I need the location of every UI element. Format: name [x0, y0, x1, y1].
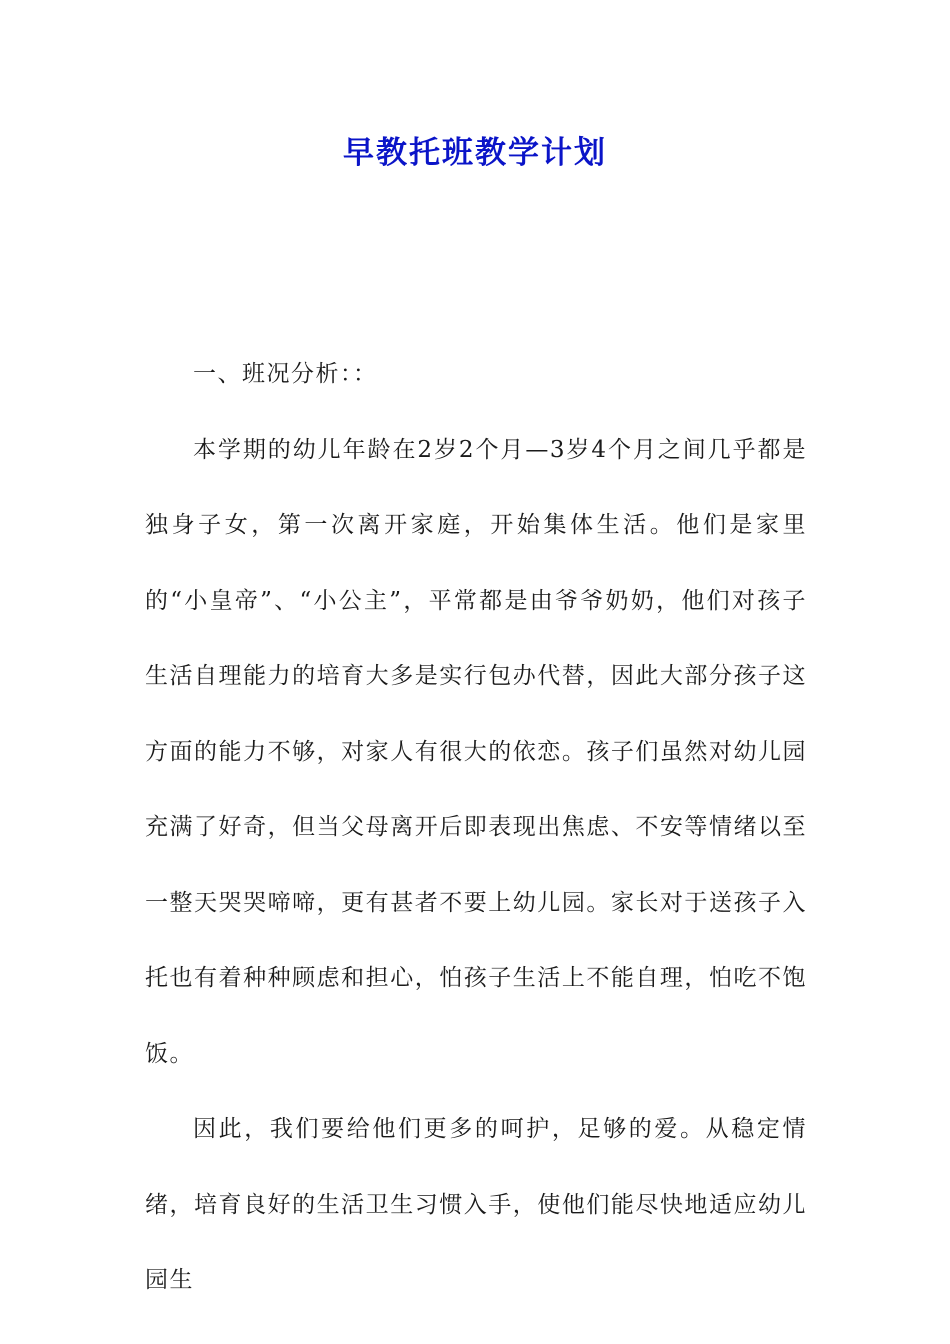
- paragraph-therefore: 因此，我们要给他们更多的呵护，足够的爱。从稳定情绪，培育良好的生活卫生习惯入手，使他们能尽快地适应幼儿园生: [145, 1116, 807, 1293]
- paragraph-class-analysis: 本学期的幼儿年龄在2岁2个月—3岁4个月之间几乎都是独身子女，第一次离开家庭，开始集体生活。他们是家里的“小皇帝”、“小公主”，平常都是由爷爷奶奶，他们对孩子生活自理能力的培育大多是实行包办代替，因此大部分孩子这方面的能力不够，对家人有很大的依恋。孩子们虽然对幼儿园充满了好奇，但当父母离开后即表现出焦虑、不安等情绪以至一整天哭哭啼啼，更有甚者不要上幼儿园。家长对于送孩子入托也有着种种顾虑和担心，怕孩子生活上不能自理，怕吃不饱饭。: [145, 436, 807, 1067]
- document-title: 早教托班教学计划: [343, 135, 607, 171]
- document-body: [145, 337, 807, 1319]
- section-heading: 一、班况分析：：: [193, 361, 378, 387]
